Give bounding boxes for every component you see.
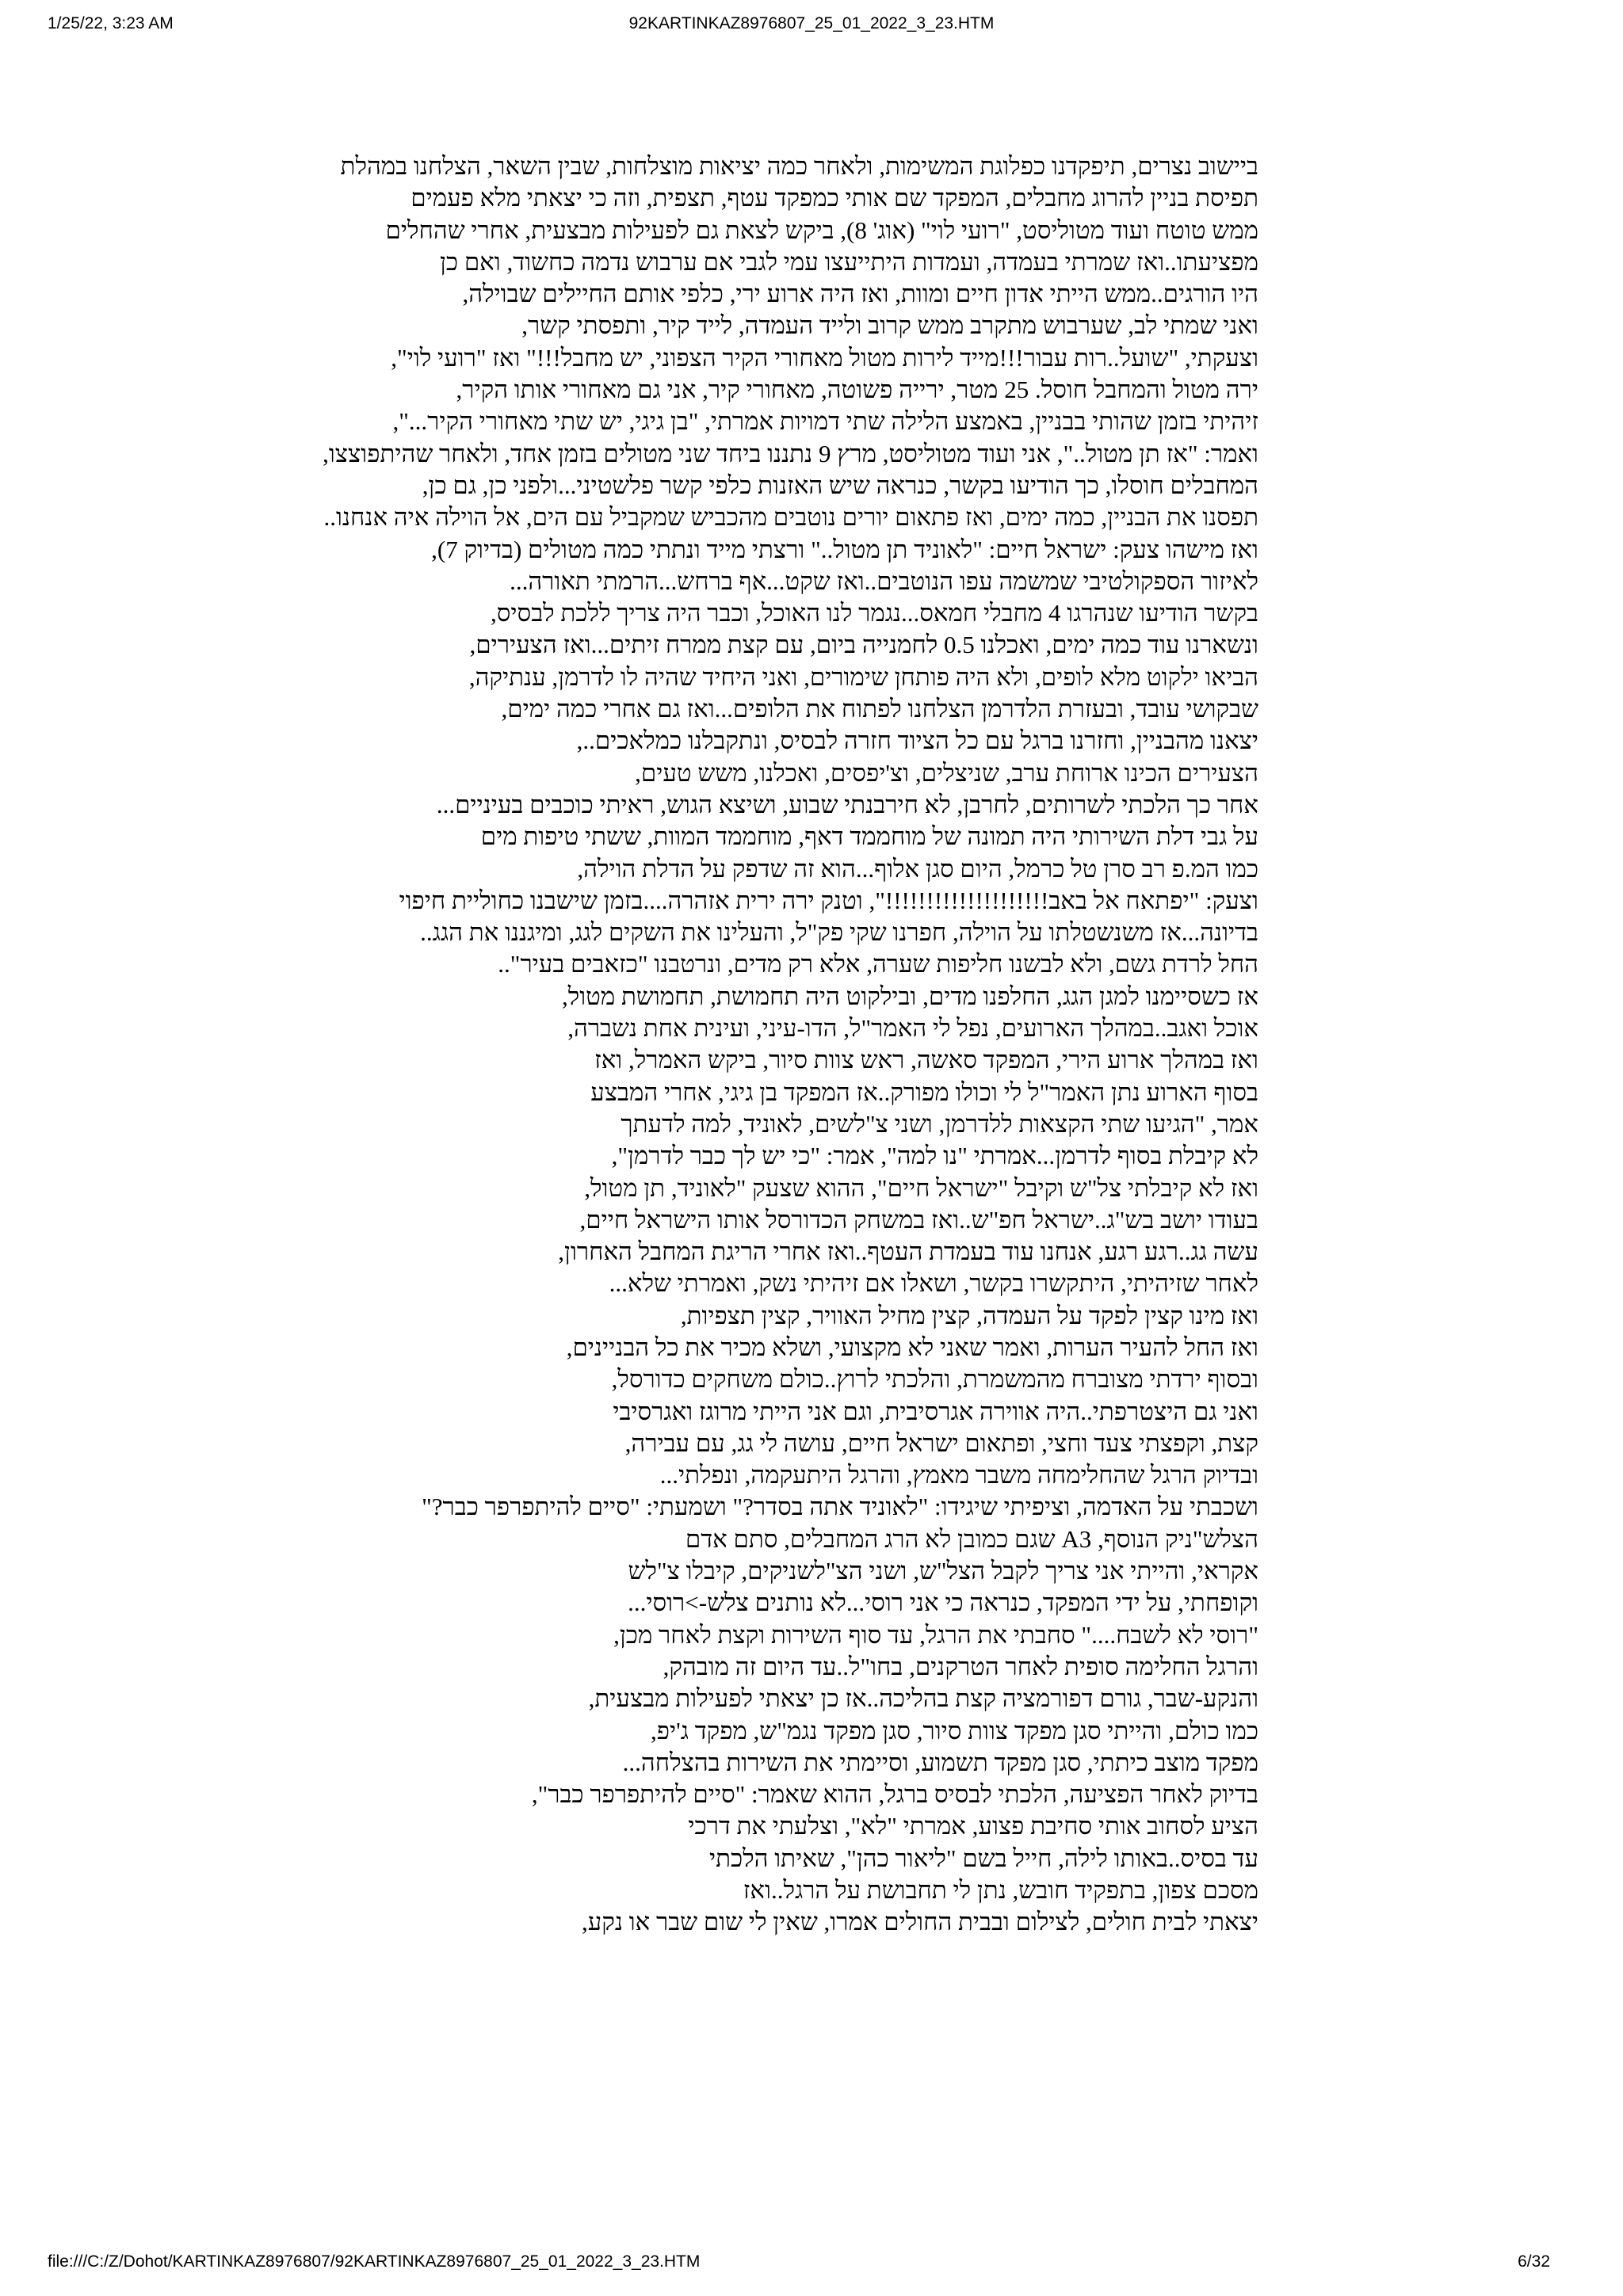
text-line: ואז במהלך ארוע הירי, המפקד סאשה, ראש צוות סיור, ביקש האמרל, ואז [594, 1046, 1258, 1074]
text-line: זיהיתי בזמן שהותי בבניין, באמצע הלילה שתי דמויות אמרתי, "בן גיגי, יש שתי מאחורי הקיר...", [392, 407, 1258, 436]
text-line: ונשארנו עוד כמה ימים, ואכלנו 0.5 לחמנייה ביום, עם קצת ממרח זיתים...ואז הצעירים, [469, 631, 1258, 659]
text-line: ואני גם היצטרפתי..היה אווירה אגרסיבית, וגם אני הייתי מרוגז ואגרסיבי [613, 1397, 1258, 1425]
text-line: אוכל ואגב..במהלך הארועים, נפל לי האמר"ל, הדו-עיני, ועינית אחת נשברה, [567, 1014, 1258, 1043]
text-line: "רוסי לא לשבח...." סחבתי את הרגל, עד סוף השירות וקצת לאחר מכן, [613, 1620, 1258, 1649]
text-line: ואז מישהו צעק: ישראל חיים: "לאוניד תן מטול.." ורצתי מייד ונתתי כמה מטולים (בדיוק 7), [431, 535, 1258, 563]
text-line: ירה מטול והמחבל חוסל. 25 מטר, ירייה פשוטה, מאחורי קיר, אני גם מאחורי אותו הקיר, [456, 376, 1258, 404]
text-line: יצאנו מהבניין, וחזרנו ברגל עם כל הציוד חזרה לבסיס, ונתקבלנו כמלאכים.., [576, 727, 1258, 755]
text-line: תפיסת בניין להרוג מחבלים, המפקד שם אותי כמפקד עטף, תצפית, וזה כי יצאתי מלא פעמים [411, 184, 1258, 212]
text-line: והרגל החלימה סופית לאחר הטרקנים, בחו"ל..עד היום זה מובהק, [663, 1652, 1258, 1680]
text-line: ואז לא קיבלתי צל"ש וקיבל "ישראל חיים", ההוא שצעק "לאוניד, תן מטול, [584, 1173, 1258, 1202]
text-line: בקשר הודיעו שנהרגו 4 מחבלי חמאס...נגמר לנו האוכל, וכבר היה צריך ללכת לבסיס, [491, 599, 1258, 627]
text-line: לאחר שזיהיתי, היתקשרו בקשר, ושאלו אם זיהיתי נשק, ואמרתי שלא... [609, 1269, 1258, 1298]
text-line: קצת, וקפצתי צעד וחצי, ופתאום ישראל חיים, עושה לי גג, עם עבירה, [624, 1428, 1258, 1457]
text-line: החל לרדת גשם, ולא לבשנו חליפות שערה, אלא רק מדים, ונרטבנו "כזאבים בעיר".. [498, 950, 1258, 978]
print-file-path: file:///C:/Z/Dohot/KARTINKAZ8976807/92KARTINKAZ8976807_25_01_2022_3_23.HTM [48, 2252, 701, 2271]
text-line: מסכם צפון, בתפקיד חובש, נתן לי תחבושת על הרגל..ואז [743, 1876, 1258, 1905]
text-line: מפקד מוצב כיתתי, סגן מפקד תשמוע, וסיימתי את השירות בהצלחה... [622, 1748, 1258, 1776]
text-line: הציע לסחוב אותי סחיבת פצוע, אמרתי "לא", וצלעתי את דרכי [688, 1812, 1258, 1840]
text-line: בסוף הארוע נתן האמר"ל לי וכולו מפורק..אז המפקד בן גיגי, אחרי המבצע [590, 1077, 1258, 1106]
print-header [0, 14, 1623, 46]
text-line: ביישוב נצרים, תיפקדנו כפלוגת המשימות, ולאחר כמה יציאות מוצלחות, שבין השאר, הצלחנו במהלת [340, 152, 1258, 180]
text-line: אחר כך הלכתי לשרותים, לחרבן, לא חירבנתי שבוע, ושיצא הגוש, ראיתי כוכבים בעיניים... [436, 790, 1258, 818]
text-line: אקראי, והייתי אני צריך לקבל הצל"ש, ושני הצ"לשניקים, קיבלו צ"לש [628, 1557, 1258, 1585]
print-datetime: 1/25/22, 3:23 AM [48, 14, 174, 32]
text-line: מפציעתו..ואז שמרתי בעמדה, ועמדות היתייעצו עמי לגבי אם ערבוש נדמה כחשוד, ואם כן [440, 247, 1258, 276]
text-line: ואז החל להעיר הערות, ואמר שאני לא מקצועי, ושלא מכיר את כל הבניינים, [566, 1333, 1258, 1361]
text-line: וקופחתי, על ידי המפקד, כנראה כי אני רוסי...לא נותנים צלש->רוסי... [628, 1589, 1258, 1617]
text-line: היו הורגים..ממש הייתי אדון חיים ומוות, ואז היה ארוע ירי, כלפי אותם החיילים שבוילה, [462, 280, 1258, 308]
document-body [125, 151, 1258, 1939]
text-line: וצעק: "יפתאח אל באב!!!!!!!!!!!!!!!!!!!!", וטנק ירה ירית אזהרה....בזמן שישבנו כחוליית חיפוי [399, 886, 1258, 914]
text-line: והנקע-שבר, גורם דפורמציה קצת בהליכה..אז כן יצאתי לפעילות מבצעית, [588, 1684, 1258, 1713]
text-line: אמר, "הגיעו שתי הקצאות ללדרמן, ושני צ"לשים, לאוניד, למה לדעתך [621, 1109, 1258, 1138]
text-line: לא קיבלת בסוף לדרמן...אמרתי "נו למה", אמר: "כי יש לך כבר לדרמן", [611, 1142, 1258, 1170]
text-line: ושכבתי על האדמה, וציפיתי שיגידו: "לאוניד אתה בסדר?" ושמעתי: "סיים להיתפרפר כבר?" [422, 1493, 1258, 1521]
text-line: וצעקתי, "שועל..רות עבור!!!מייד לירות מטול מאחורי הקיר הצפוני, יש מחבל!!!" ואז "רועי לוי", [391, 343, 1258, 372]
text-line: שבקושי עובד, ובעזרת הלדרמן הצלחנו לפתוח את הלופים...ואז גם אחרי כמה ימים, [501, 695, 1258, 723]
text-line: עד בסיס..באותו לילה, חייל בשם "ליאור כהן", שאיתו הלכתי [708, 1844, 1258, 1872]
text-line: ממש טוטח ועוד מטוליסט, "רועי לוי" (אוג' 8), ביקש לצאת גם לפעילות מבצעית, אחרי שהחלים [385, 215, 1258, 244]
text-line: תפסנו את הבניין, כמה ימים, ואז פתאום יורים נוטבים מהכביש שמקביל עם הים, אל הוילה איה אנחנו.. [323, 503, 1258, 532]
text-line: על גבי דלת השירותי היה תמונה של מוחממד דאף, מוחממד המוות, ששתי טיפות מים [480, 822, 1258, 851]
text-line: המחבלים חוסלו, כך הודיעו בקשר, כנראה שיש האזנות כלפי קשר פלשטיני...ולפני כן, גם כן, [422, 471, 1258, 499]
text-line: בדיוק לאחר הפציעה, הלכתי לבסיס ברגל, ההוא שאמר: "סיים להיתפרפר כבר", [531, 1780, 1258, 1809]
text-line: ואז מינו קצין לפקד על העמדה, קצין מחיל האוויר, קצין תצפיות, [680, 1301, 1258, 1329]
text-line: בעודו יושב בש"ג..ישראל חפ"ש..ואז במשחק הכדורסל אותו הישראל חיים, [579, 1205, 1258, 1234]
text-line: יצאתי לבית חולים, לצילום ובבית החולים אמרו, שאין לי שום שבר או נקע, [582, 1908, 1258, 1936]
text-line: הצלש"ניק הנוסף, A3 שגם כמובן לא הרג המחבלים, סתם אדם [685, 1524, 1258, 1553]
print-footer [0, 2252, 1623, 2284]
text-line: לאיזור הספקולטיבי שמשמה עפו הנוטבים..ואז שקט...אף ברחש...הרמתי תאורה... [510, 566, 1258, 595]
text-line: כמו כולם, והייתי סגן מפקד צוות סיור, סגן מפקד נגמ"ש, מפקד ג'יפ, [651, 1716, 1258, 1745]
text-line: ובדיוק הרגל שהחלימחה משבר מאמץ, והרגל היתעקמה, ונפלתי... [659, 1461, 1258, 1489]
text-line: ואני שמתי לב, שערבוש מתקרב ממש קרוב ולייד העמדה, לייד קיר, ותפסתי קשר, [521, 311, 1258, 340]
text-line: ובסוף ירדתי מצוברח מהמשמרת, והלכתי לרוץ..כולם משחקים כדורסל, [611, 1365, 1258, 1394]
text-line: כמו המ.פ רב סרן טל כרמל, היום סגן אלוף...הוא זה שדפק על הדלת הוילה, [577, 854, 1258, 883]
text-line: בדיונה...אז משנשטלתו על הוילה, חפרנו שקי פק"ל, והעלינו את השקים לגג, ומיגננו את הגג.. [420, 918, 1258, 947]
text-line: אז כשסיימנו למגן הגג, החלפנו מדים, ובילקוט היה תחמושת, תחמושת מטול, [561, 982, 1258, 1010]
text-line: עשה גג..רגע רגע, אנחנו עוד בעמדת העטף..ואז אחרי הריגת המחבל האחרון, [558, 1238, 1258, 1266]
page-number: 6/32 [1518, 2252, 1550, 2271]
print-filename: 92KARTINKAZ8976807_25_01_2022_3_23.HTM [628, 14, 995, 32]
text-line: ואמר: "אז תן מטול..", אני ועוד מטוליסט, מרץ 9 נתננו ביחד שני מטולים בזמן אחד, ולאחר שהיתפוצצו, [323, 439, 1258, 467]
text-line: הביאו ילקוט מלא לופים, ולא היה פותחן שימורים, ואני היחיד שהיה לו לדרמן, ענתיקה, [468, 662, 1258, 691]
text-line: הצעירים הכינו ארוחת ערב, שניצלים, וצ'יפסים, ואכלנו, משש טעים, [635, 758, 1258, 787]
